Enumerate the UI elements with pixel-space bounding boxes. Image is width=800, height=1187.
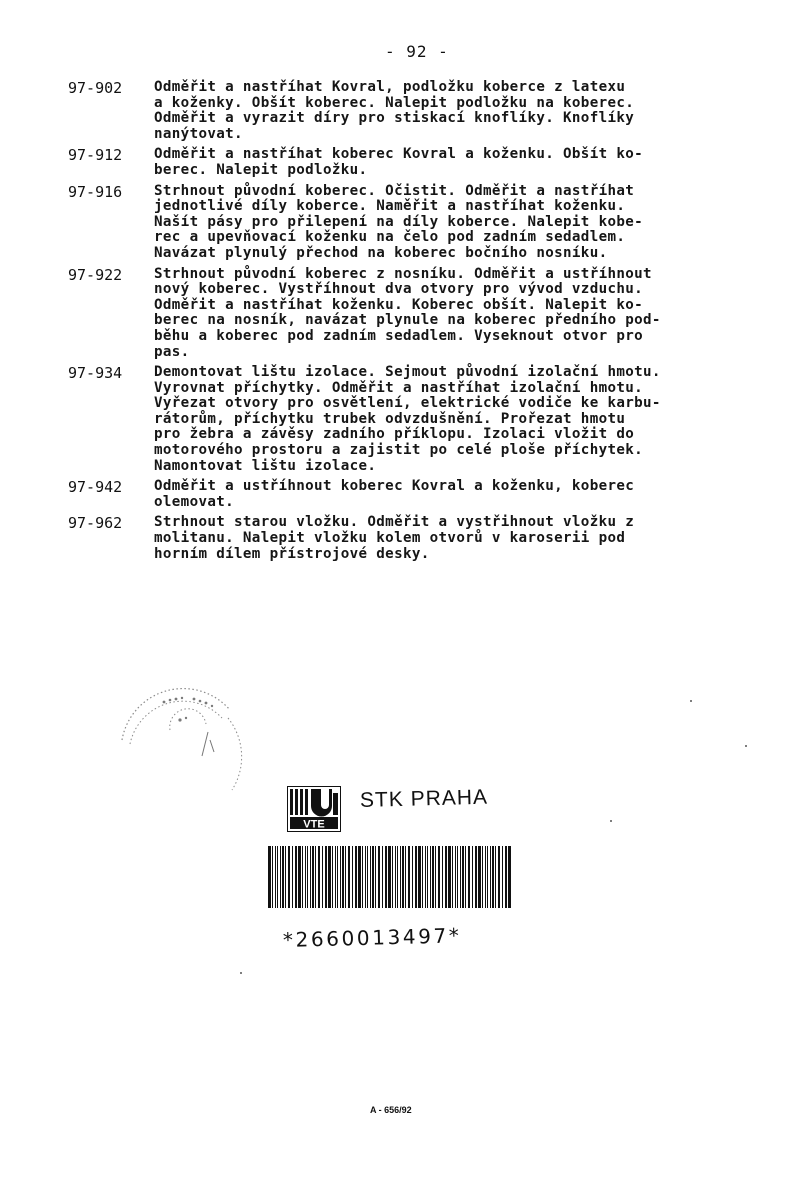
barcode-bar bbox=[508, 846, 511, 908]
barcode-bar bbox=[462, 846, 464, 908]
list-item bbox=[68, 515, 780, 562]
barcode-bar bbox=[448, 846, 451, 908]
circular-library-stamp-icon bbox=[110, 680, 260, 810]
barcode-bar bbox=[432, 846, 434, 908]
barcode-bar bbox=[392, 846, 393, 908]
barcode-bars bbox=[268, 846, 511, 908]
operation-code: 97-942 bbox=[68, 478, 123, 497]
description-line: Odměřit a ustříhnout koberec Kovral a koženku, koberec bbox=[154, 478, 635, 495]
description-line: motorového prostoru a zajistit po celé ploše příchytek. bbox=[154, 442, 644, 459]
description-line: pro žebra a závěsy zadního příklopu. Izolaci vložit do bbox=[154, 426, 635, 443]
description-line: berec. Nalepit podložku. bbox=[154, 161, 368, 178]
operation-list bbox=[68, 80, 780, 567]
operation-code: 97-934 bbox=[68, 364, 123, 383]
barcode-bar bbox=[325, 846, 327, 908]
barcode-bar bbox=[348, 846, 350, 908]
barcode-bar bbox=[292, 846, 293, 908]
description-line: jednotlivé díly koberce. Naměřit a nastříhat koženku. bbox=[154, 198, 626, 215]
barcode-bar bbox=[310, 846, 311, 908]
barcode-bar bbox=[388, 846, 391, 908]
description-line: Vyrovnat příchytky. Odměřit a nastříhat izolační hmotu. bbox=[154, 379, 644, 396]
operation-description bbox=[154, 515, 774, 562]
scan-speck bbox=[690, 700, 692, 702]
barcode-bar bbox=[340, 846, 341, 908]
barcode-bar bbox=[288, 846, 290, 908]
barcode-bar bbox=[400, 846, 401, 908]
list-item bbox=[68, 147, 780, 178]
description-line: Strhnout starou vložku. Odměřit a vystřihnout vložku z bbox=[154, 514, 635, 531]
barcode-bar bbox=[367, 846, 368, 908]
barcode-bar bbox=[475, 846, 477, 908]
barcode-bar bbox=[362, 846, 363, 908]
barcode-bar bbox=[445, 846, 447, 908]
description-line: Vyřezat otvory pro osvětlení, elektrické vodiče ke karbu- bbox=[154, 395, 661, 412]
scan-speck bbox=[240, 972, 242, 974]
description-line: Odměřit a nastříhat Kovral, podložku koberce z latexu bbox=[154, 79, 626, 95]
description-line: olemovat. bbox=[154, 493, 235, 510]
description-line: rec a upevňovací koženku na čelo pod zadním sedadlem. bbox=[154, 229, 626, 246]
barcode-bar bbox=[332, 846, 333, 908]
barcode-bar bbox=[328, 846, 331, 908]
description-line: Strhnout původní koberec. Očistit. Odměřit a nastříhat bbox=[154, 182, 635, 199]
barcode-bar bbox=[395, 846, 396, 908]
barcode-bar bbox=[485, 846, 486, 908]
barcode-bar bbox=[280, 846, 281, 908]
barcode-bar bbox=[268, 846, 271, 908]
library-name: STK PRAHA bbox=[359, 785, 489, 812]
barcode-bar bbox=[495, 846, 496, 908]
description-line: nanýtovat. bbox=[154, 125, 243, 142]
barcode-bar bbox=[307, 846, 308, 908]
barcode-bar bbox=[337, 846, 338, 908]
barcode-bar bbox=[465, 846, 466, 908]
barcode-bar bbox=[425, 846, 426, 908]
barcode-bar bbox=[372, 846, 374, 908]
barcode-bar bbox=[405, 846, 406, 908]
barcode-bar bbox=[452, 846, 453, 908]
list-item bbox=[68, 479, 780, 510]
description-line: Namontovat lištu izolace. bbox=[154, 457, 377, 474]
description-line: rátorům, příchytku trubek odvzdušnění. Prořezat hmotu bbox=[154, 410, 626, 427]
operation-code: 97-916 bbox=[68, 182, 123, 201]
list-item bbox=[68, 184, 780, 262]
operation-code: 97-902 bbox=[68, 79, 123, 97]
barcode-bar bbox=[282, 846, 284, 908]
description-line: Odměřit a nastříhat koženku. Koberec obšít. Nalepit ko- bbox=[154, 296, 644, 313]
list-item bbox=[68, 267, 780, 361]
operation-code: 97-922 bbox=[68, 265, 123, 284]
barcode-bar bbox=[442, 846, 443, 908]
description-line: berec na nosník, navázat plynule na koberec předního pod- bbox=[154, 312, 661, 329]
operation-description bbox=[154, 479, 774, 510]
barcode-bar bbox=[375, 846, 376, 908]
vte-logo-text: VTE bbox=[303, 818, 325, 831]
operation-description bbox=[154, 80, 774, 142]
barcode-bar bbox=[318, 846, 320, 908]
barcode-bar bbox=[505, 846, 507, 908]
description-line: horním dílem přístrojové desky. bbox=[154, 545, 430, 562]
page-number: - 92 - bbox=[385, 42, 449, 61]
description-line: Strhnout původní koberec z nosníku. Odměřit a ustříhnout bbox=[154, 265, 652, 282]
description-line: nový koberec. Vystříhnout dva otvory pro vývod vzduchu. bbox=[154, 281, 644, 298]
barcode-bar bbox=[385, 846, 387, 908]
operation-code: 97-962 bbox=[68, 514, 123, 533]
barcode-bar bbox=[335, 846, 336, 908]
operation-description bbox=[154, 267, 774, 361]
barcode-bar bbox=[298, 846, 301, 908]
barcode-bar bbox=[402, 846, 404, 908]
barcode-bar bbox=[457, 846, 458, 908]
operation-description bbox=[154, 147, 774, 178]
barcode-bar bbox=[275, 846, 276, 908]
barcode bbox=[268, 846, 513, 908]
barcode-bar bbox=[472, 846, 473, 908]
barcode-bar bbox=[435, 846, 436, 908]
barcode-bar bbox=[502, 846, 503, 908]
barcode-bar bbox=[365, 846, 366, 908]
barcode-bar bbox=[408, 846, 410, 908]
description-line: molitanu. Nalepit vložku kolem otvorů v karoserii pod bbox=[154, 530, 626, 547]
barcode-bar bbox=[490, 846, 491, 908]
barcode-bar bbox=[342, 846, 344, 908]
description-line: Demontovat lištu izolace. Sejmout původní izolační hmotu. bbox=[154, 364, 661, 381]
barcode-bar bbox=[382, 846, 383, 908]
barcode-bar bbox=[468, 846, 470, 908]
barcode-bar bbox=[430, 846, 431, 908]
barcode-bar bbox=[427, 846, 428, 908]
description-line: Navázat plynulý přechod na koberec bočního nosníku. bbox=[154, 244, 608, 261]
barcode-bar bbox=[418, 846, 421, 908]
barcode-bar bbox=[345, 846, 346, 908]
operation-description bbox=[154, 365, 774, 474]
barcode-bar bbox=[352, 846, 353, 908]
barcode-bar bbox=[422, 846, 423, 908]
scan-speck bbox=[745, 745, 747, 747]
barcode-bar bbox=[438, 846, 440, 908]
description-line: a koženky. Obšít koberec. Nalepit podložku na koberec. bbox=[154, 94, 635, 111]
list-item bbox=[68, 365, 780, 474]
barcode-bar bbox=[315, 846, 316, 908]
barcode-bar bbox=[397, 846, 398, 908]
barcode-bar bbox=[285, 846, 286, 908]
barcode-bar bbox=[455, 846, 456, 908]
barcode-bar bbox=[498, 846, 500, 908]
barcode-bar bbox=[492, 846, 494, 908]
barcode-bar bbox=[415, 846, 417, 908]
barcode-bar bbox=[460, 846, 461, 908]
description-line: pas. bbox=[154, 343, 190, 360]
barcode-bar bbox=[312, 846, 314, 908]
barcode-bar bbox=[295, 846, 297, 908]
document-reference: A - 656/92 bbox=[370, 1105, 412, 1115]
vte-logo-icon bbox=[287, 786, 341, 832]
barcode-bar bbox=[277, 846, 278, 908]
barcode-bar bbox=[358, 846, 361, 908]
operation-description bbox=[154, 184, 774, 262]
barcode-bar bbox=[412, 846, 413, 908]
barcode-bar bbox=[487, 846, 488, 908]
list-item bbox=[68, 80, 780, 142]
description-line: běhu a koberec pod zadním sedadlem. Vyseknout otvor pro bbox=[154, 327, 644, 344]
barcode-bar bbox=[272, 846, 273, 908]
barcode-number: *2660013497* bbox=[282, 923, 462, 952]
barcode-bar bbox=[302, 846, 303, 908]
operation-code: 97-912 bbox=[68, 146, 123, 165]
description-line: Odměřit a nastříhat koberec Kovral a koženku. Obšít ko- bbox=[154, 146, 644, 163]
barcode-bar bbox=[478, 846, 481, 908]
barcode-bar bbox=[370, 846, 371, 908]
description-line: Našít pásy pro přilepení na díly koberce. Nalepit kobe- bbox=[154, 213, 644, 230]
barcode-bar bbox=[305, 846, 306, 908]
scan-speck bbox=[610, 820, 612, 822]
description-line: Odměřit a vyrazit díry pro stiskací knoflíky. Knoflíky bbox=[154, 110, 635, 127]
barcode-bar bbox=[482, 846, 483, 908]
barcode-bar bbox=[322, 846, 323, 908]
barcode-bar bbox=[355, 846, 357, 908]
barcode-bar bbox=[378, 846, 380, 908]
